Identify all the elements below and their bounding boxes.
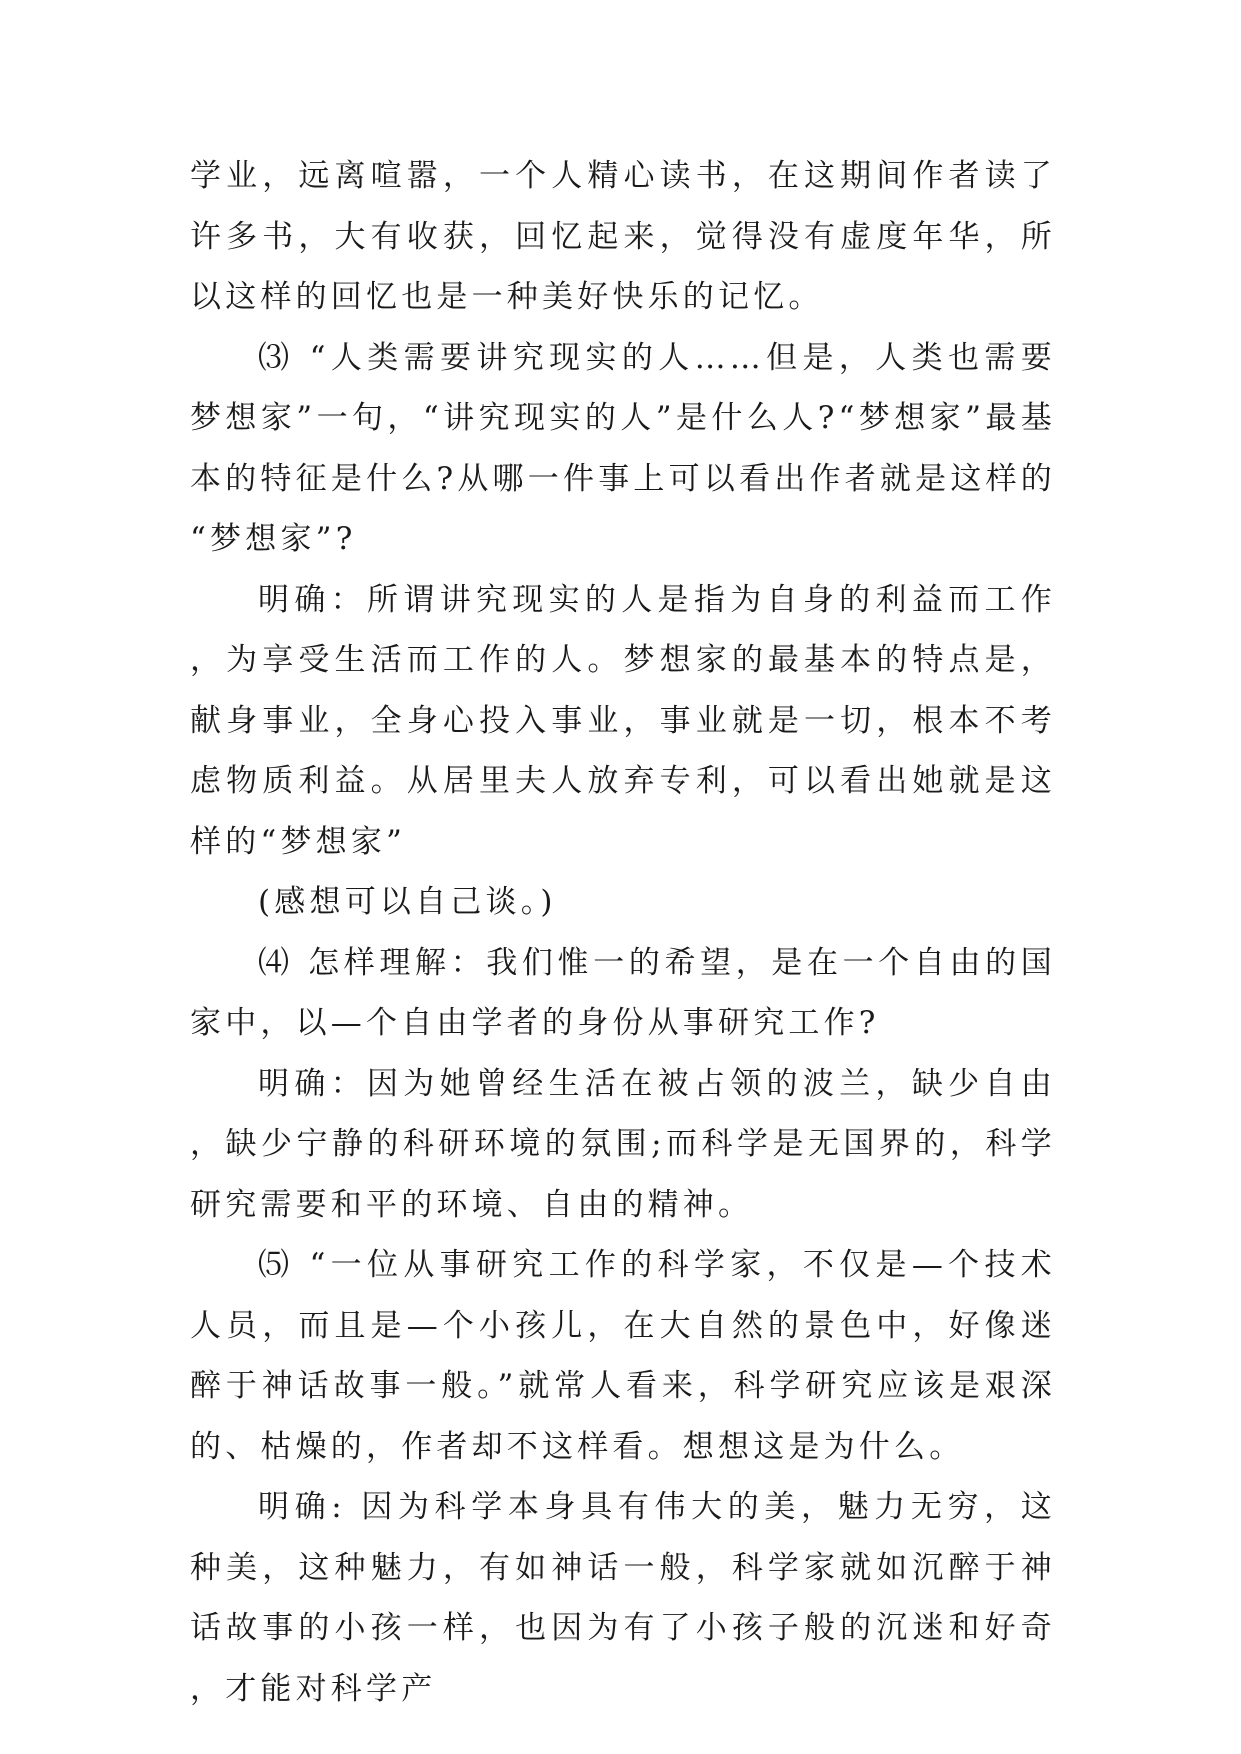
document-page: [190, 146, 1056, 1719]
paragraph-question-3: ⑶ “人类需要讲究现实的人……但是，人类也需要梦想家”一句，“讲究现实的人”是什么人?“梦想家”最基本的特征是什么?从哪一件事上可以看出作者就是这样的“梦想家”?: [190, 339, 1056, 557]
paragraph-answer-5: 明确: 因为科学本身具有伟大的美，魅力无穷，这种美，这种魅力，有如神话一般，科学家就如沉醉于神话故事的小孩一样，也因为有了小孩子般的沉迷和好奇，才能对科学产: [190, 1489, 1056, 1707]
paragraph-note: (感想可以自己谈。): [258, 884, 557, 920]
paragraph-continuation: 学业，远离喧嚣，一个人精心读书，在这期间作者读了许多书，大有收获，回忆起来，觉得没有虚度年华，所以这样的回忆也是一种美好快乐的记忆。: [190, 158, 1056, 315]
paragraph-question-5: ⑸ “一位从事研究工作的科学家，不仅是—个技术人员，而且是—个小孩儿，在大自然的景色中，好像迷醉于神话故事一般。”就常人看来，科学研究应该是艰深的、枯燥的，作者却不这样看。想想这是为什么。: [190, 1247, 1056, 1465]
paragraph-answer-3: 明确：所谓讲究现实的人是指为自身的利益而工作，为享受生活而工作的人。梦想家的最基本的特点是，献身事业，全身心投入事业，事业就是一切，根本不考虑物质利益。从居里夫人放弃专利，可以看出她就是这样的“梦想家”: [190, 581, 1056, 860]
paragraph-question-4: ⑷ 怎样理解：我们惟一的希望，是在一个自由的国家中，以—个自由学者的身份从事研究工作?: [190, 944, 1056, 1041]
paragraph-answer-4: 明确：因为她曾经生活在被占领的波兰，缺少自由，缺少宁静的科研环境的氛围;而科学是无国界的，科学研究需要和平的环境、自由的精神。: [190, 1065, 1056, 1223]
